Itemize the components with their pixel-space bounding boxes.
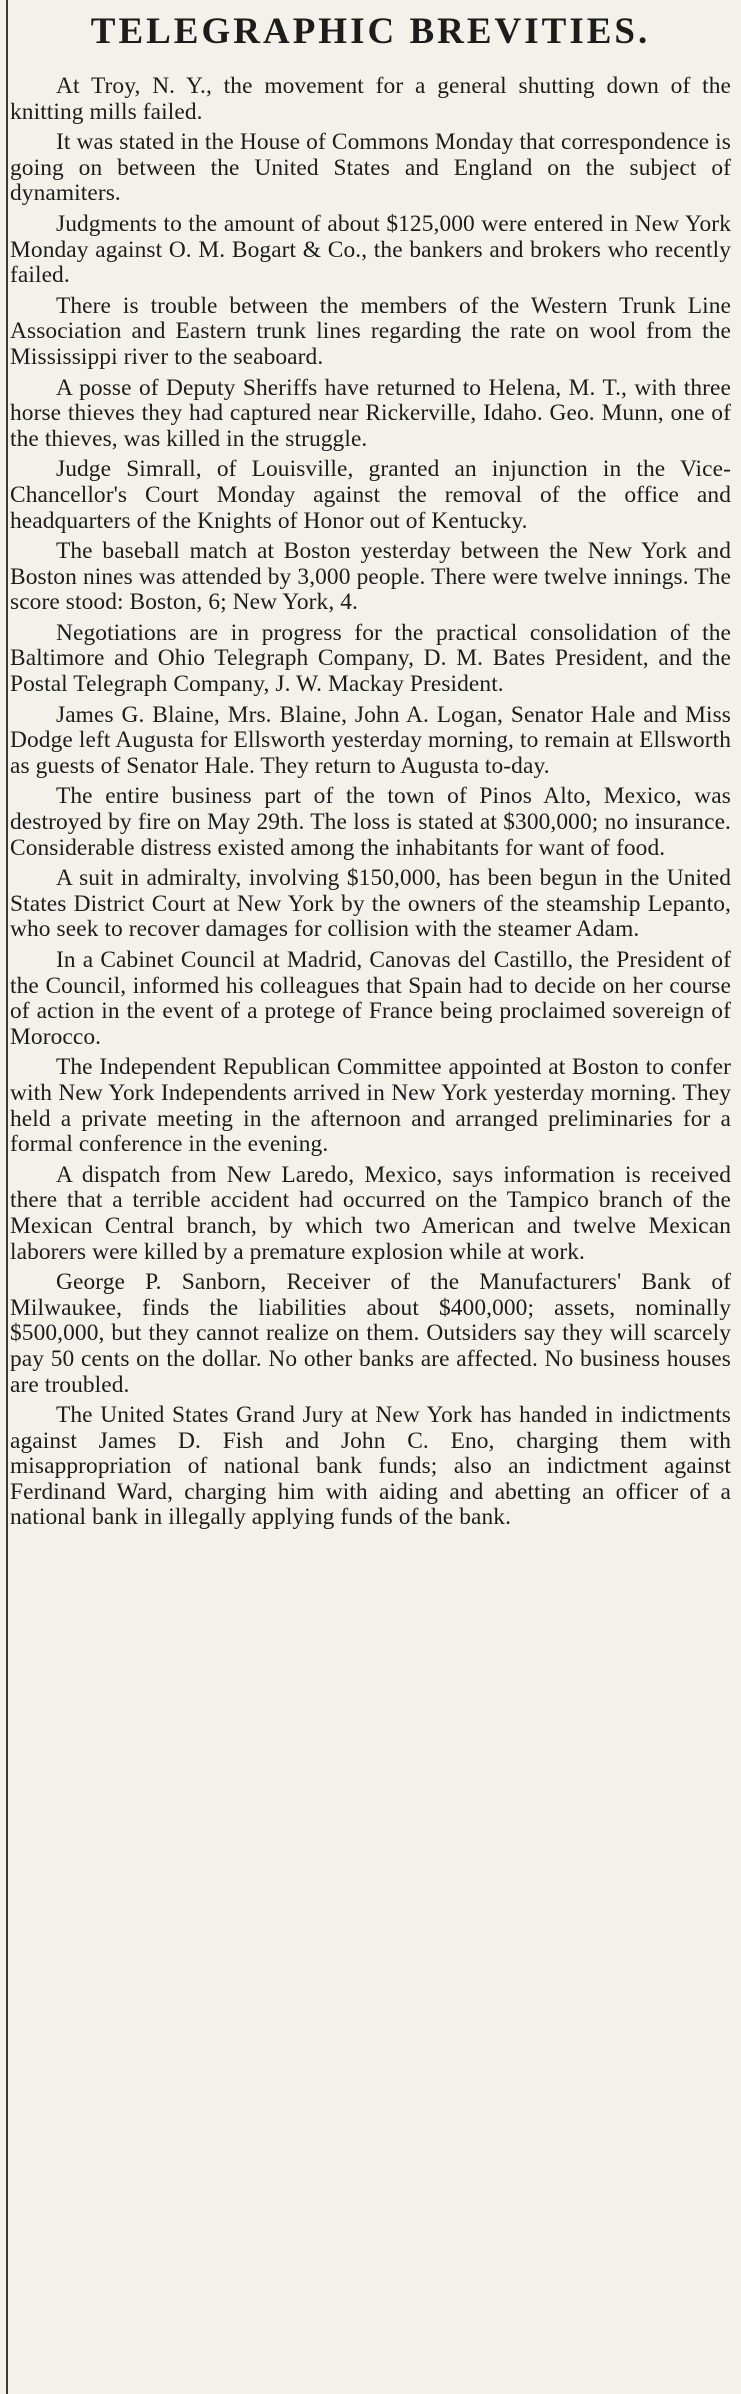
news-item-milwaukee-bank: George P. Sanborn, Receiver of the Manufacturers' Bank of Milwaukee, finds the liabilities about $400,000; assets, nominally $500,000, but they cannot realize on them. Outsiders say they will scarcely pay 50 cents on the dollar. No other banks are affected. No business houses are troubled. <box>10 1269 731 1398</box>
news-item-bogart-judgments: Judgments to the amount of about $125,000 were entered in New York Monday against O. M. Bogart & Co., the bankers and brokers who recently failed. <box>10 210 731 289</box>
news-item-troy-knitting-mills: At Troy, N. Y., the movement for a general shutting down of the knitting mills failed. <box>10 73 731 125</box>
news-item-helena-horse-thieves: A posse of Deputy Sheriffs have returned to Helena, M. T., with three horse thieves they had captured near Rickerville, Idaho. Geo. Munn, one of the thieves, was killed in the struggle. <box>10 374 731 452</box>
news-item-telegraph-consolidation: Negotiations are in progress for the practical consolidation of the Baltimore and Ohio Telegraph Company, D. M. Bates President, and the Postal Telegraph Company, J. W. Mackay President. <box>10 619 731 698</box>
column-rule <box>6 0 8 2394</box>
news-item-grand-jury-indictments: The United States Grand Jury at New York has handed in indictments against James D. Fish and John C. Eno, charging them with misappropriation of national bank funds; also an indictment against Ferdinand Ward, charging him with aiding and abetting an officer of a national bank in illegally applying funds of the bank. <box>10 1402 731 1531</box>
news-item-knights-of-honor: Judge Simrall, of Louisville, granted an injunction in the Vice-Chancellor's Court Monday against the removal of the office and headquarters of the Knights of Honor out of Kentucky. <box>10 456 731 534</box>
news-item-lepanto-admiralty-suit: A suit in admiralty, involving $150,000, has been begun in the United States District Court at New York by the owners of the steamship Lepanto, who seek to recover damages for collision with the steamer Adam. <box>10 865 731 943</box>
news-item-pinos-alto-fire: The entire business part of the town of Pinos Alto, Mexico, was destroyed by fire on May 29th. The loss is stated at $300,000; no insurance. Considerable distress existed among the inhabitants for want of food. <box>10 783 731 861</box>
column-headline: TELEGRAPHIC BREVITIES. <box>90 11 651 52</box>
news-item-trunk-line-wool-rate: There is trouble between the members of the Western Trunk Line Association and Eastern trunk lines regarding the rate on wool from the Mississippi river to the seaboard. <box>10 292 731 370</box>
news-item-madrid-cabinet: In a Cabinet Council at Madrid, Canovas del Castillo, the President of the Council, informed his colleagues that Spain had to decide on her course of action in the event of a protege of France being proclaimed sovereign of Morocco. <box>10 947 731 1050</box>
news-item-blaine-ellsworth: James G. Blaine, Mrs. Blaine, John A. Logan, Senator Hale and Miss Dodge left Augusta for Ellsworth yesterday morning, to remain at Ellsworth as guests of Senator Hale. They return to Augusta to-day. <box>10 701 731 779</box>
news-item-tampico-explosion: A dispatch from New Laredo, Mexico, says information is received there that a terrible accident had occurred on the Tampico branch of the Mexican Central branch, by which two American and twelve Mexican laborers were killed by a premature explosion while at work. <box>10 1161 731 1265</box>
news-item-house-of-commons: It was stated in the House of Commons Monday that correspondence is going on between the United States and England on the subject of dynamiters. <box>10 129 731 207</box>
news-item-boston-baseball: The baseball match at Boston yesterday between the New York and Boston nines was attended by 3,000 people. There were twelve innings. The score stood: Boston, 6; New York, 4. <box>10 538 731 616</box>
news-item-independent-republicans: The Independent Republican Committee appointed at Boston to confer with New York Independents arrived in New York yesterday morning. They held a private meeting in the afternoon and arranged preliminaries for a formal conference in the evening. <box>10 1054 731 1158</box>
